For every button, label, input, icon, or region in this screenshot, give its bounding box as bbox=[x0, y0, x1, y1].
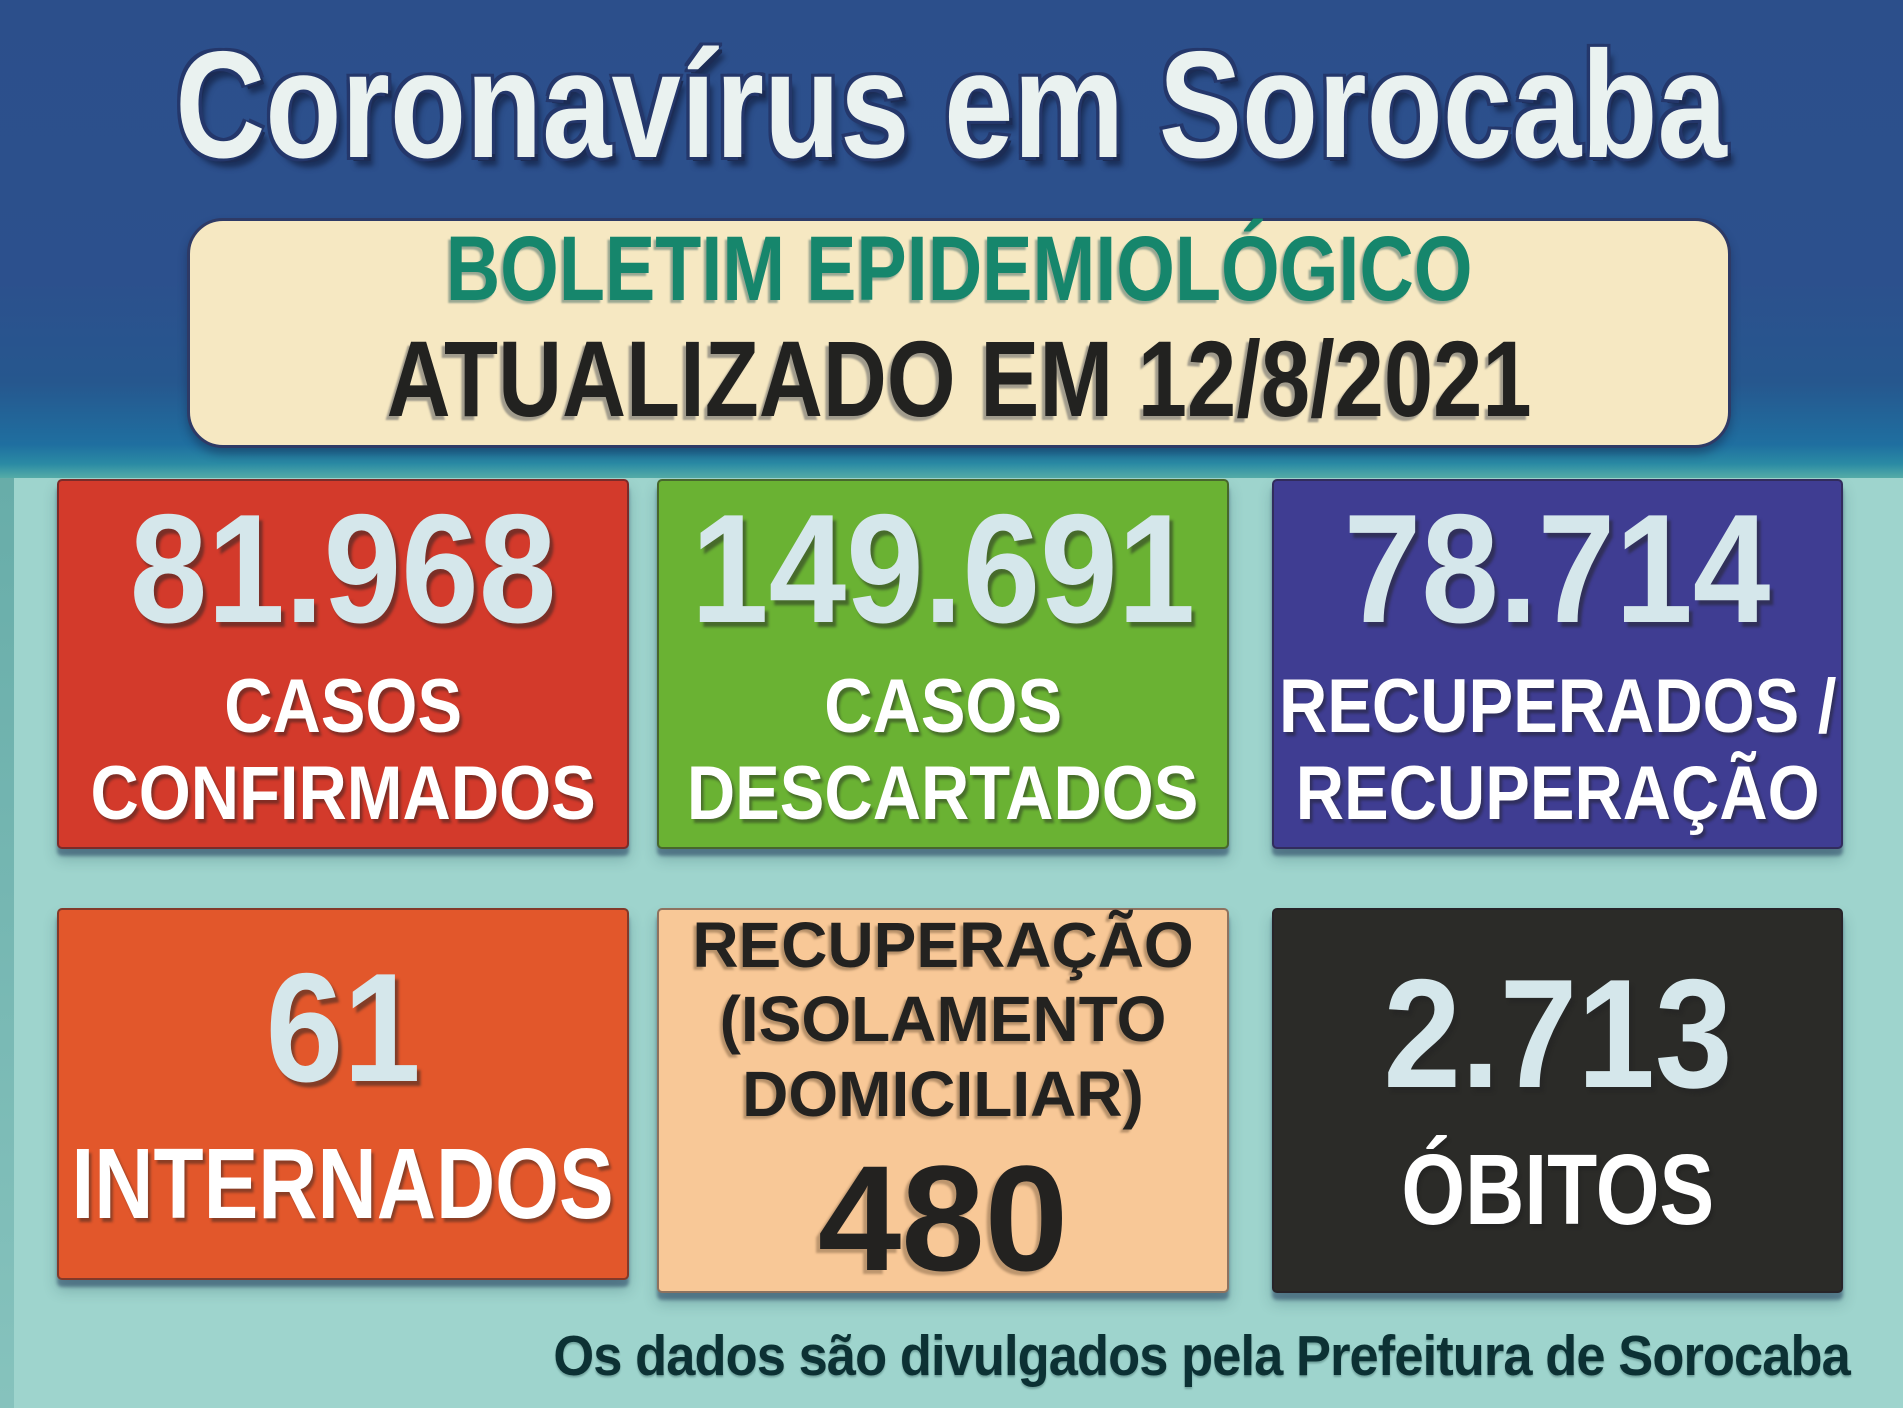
recovered-label: RECUPERADOS / RECUPERAÇÃO bbox=[1278, 663, 1837, 836]
confirmed-cases-label: CASOS CONFIRMADOS bbox=[90, 663, 596, 836]
hospitalized-label: INTERNADOS bbox=[71, 1127, 615, 1240]
card-casos-descartados bbox=[657, 479, 1229, 849]
discarded-cases-label: CASOS DESCARTADOS bbox=[687, 663, 1199, 836]
page-title bbox=[0, 20, 1903, 190]
card-casos-confirmados bbox=[57, 479, 629, 849]
bulletin-box bbox=[187, 218, 1731, 448]
recovered-value: 78.714 bbox=[1344, 481, 1771, 655]
deaths-value: 2.713 bbox=[1382, 947, 1733, 1120]
header-band bbox=[0, 0, 1903, 478]
confirmed-cases-value: 81.968 bbox=[129, 481, 557, 655]
page-title-text: Coronavírus em Sorocaba bbox=[175, 20, 1728, 190]
card-obitos bbox=[1272, 908, 1843, 1293]
card-recuperados bbox=[1272, 479, 1843, 849]
bulletin-updated-date: ATUALIZADO EM 12/8/2021 bbox=[386, 317, 1532, 439]
bulletin-heading: BOLETIM EPIDEMIOLÓGICO bbox=[445, 218, 1473, 320]
discarded-cases-value: 149.691 bbox=[690, 481, 1196, 655]
home-isolation-value: 480 bbox=[817, 1133, 1069, 1302]
deaths-label: ÓBITOS bbox=[1401, 1134, 1714, 1246]
left-edge-shading bbox=[0, 478, 14, 1408]
home-isolation-label-line1: RECUPERAÇÃO bbox=[692, 909, 1194, 982]
card-recuperacao-isolamento-domiciliar bbox=[657, 908, 1229, 1302]
hospitalized-value: 61 bbox=[265, 940, 421, 1114]
card-internados bbox=[57, 908, 629, 1280]
home-isolation-label-line3: DOMICILIAR) bbox=[742, 1057, 1144, 1130]
footer-note: Os dados são divulgados pela Prefeitura de Sorocaba bbox=[553, 1324, 1850, 1388]
home-isolation-label-line2: (ISOLAMENTO bbox=[719, 983, 1167, 1056]
